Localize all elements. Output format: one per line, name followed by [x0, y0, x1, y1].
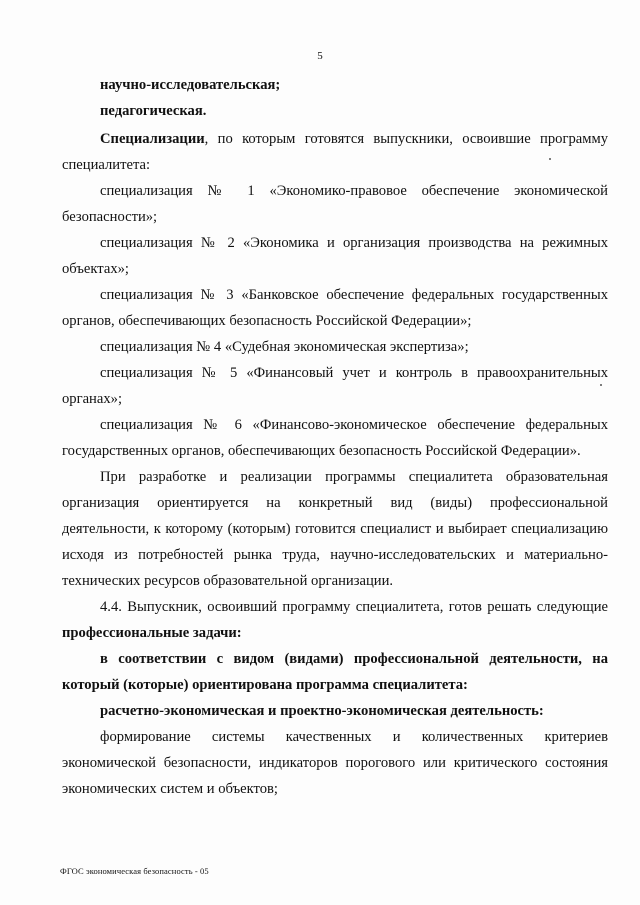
scan-speck — [549, 158, 551, 160]
specializations-intro-text: , по которым готовятся выпускники, освоившие программу специалитета: — [62, 131, 608, 173]
specialization-6: специализация № 6 «Финансово-экономическое обеспечение федеральных государственных органов, обеспечивающих безопасность Российской Федерации». — [62, 417, 608, 459]
tasks-paragraph-text: 4.4. Выпускник, освоивший программу специалитета, готов решать следующие — [100, 599, 608, 615]
tasks-paragraph — [62, 594, 608, 646]
specialization-1: специализация № 1 «Экономико-правовое обеспечение экономической безопасности»; — [62, 183, 608, 225]
development-paragraph: При разработке и реализации программы специалитета образовательная организация ориентируется на конкретный вид (виды) профессиональной деятельности, к которому (которым) готовится специалист и выбирает специализацию исходя из потребностей рынка труда, научно-исследовательских и материально-технических ресурсов образовательной организации. — [62, 469, 608, 589]
list-item-research: научно-исследовательская; — [100, 77, 281, 93]
criteria-paragraph: формирование системы качественных и количественных критериев экономической безопасности, индикаторов порогового или критического состояния экономических систем и объектов; — [62, 729, 608, 797]
specialization-2: специализация № 2 «Экономика и организация производства на режимных объектах»; — [62, 235, 608, 277]
scan-speck — [600, 384, 602, 386]
specialization-3: специализация № 3 «Банковское обеспечение федеральных государственных органов, обеспечивающих безопасность Российской Федерации»; — [62, 287, 608, 329]
list-item-pedagogical: педагогическая. — [100, 103, 207, 119]
specialization-5: специализация № 5 «Финансовый учет и контроль в правоохранительных органах»; — [62, 365, 608, 407]
specialization-4: специализация № 4 «Судебная экономическая экспертиза»; — [100, 339, 469, 355]
professional-tasks-term: профессиональные задачи: — [62, 625, 242, 641]
specializations-intro — [62, 126, 608, 178]
specializations-term: Специализации — [100, 131, 205, 147]
activity-heading: расчетно-экономическая и проектно-экономическая деятельность: — [100, 703, 544, 719]
page-number: 5 — [317, 50, 323, 62]
document-footer: ФГОС экономическая безопасность - 05 — [60, 866, 209, 876]
activity-scope-paragraph: в соответствии с видом (видами) профессиональной деятельности, на который (которые) ориентирована программа специалитета: — [62, 651, 608, 693]
document-body — [62, 72, 608, 802]
